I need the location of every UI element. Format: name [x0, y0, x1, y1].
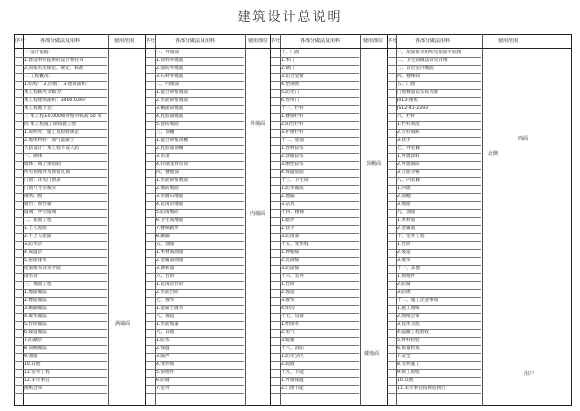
table-row: 本工程耐火等级为：: [24, 90, 66, 95]
table-row: 4.保温层: [24, 250, 43, 255]
col-divider: [360, 34, 361, 406]
table-row: 9.竣工验收: [397, 370, 420, 375]
table-row: 1.防水做法: [281, 186, 304, 191]
header-use-1: 使用范围: [114, 38, 135, 44]
table-row: 1.内墙: [397, 186, 411, 191]
table-row: 1.防水: [156, 338, 170, 343]
header-no-4: 序号: [387, 38, 398, 44]
table-row: 1.上人屋面: [24, 226, 47, 231]
table-row: 二 工程概况：: [24, 74, 54, 79]
table-row: 3.扶手: [397, 138, 411, 143]
table-row: 一 设计依据：: [24, 50, 54, 55]
table-row: 4.乳胶漆墙面: [156, 114, 184, 119]
table-row: 三、地面工程: [24, 282, 52, 287]
table-row: 6.卷帘门: [281, 98, 300, 103]
row-rule: [271, 393, 359, 394]
col-divider: [482, 34, 483, 406]
table-row: 九、油漆: [397, 210, 416, 215]
table-row: 2.不上人屋面: [24, 234, 52, 239]
table-row: 雨水管: [24, 274, 38, 279]
table-row: 4.轻钢龙骨吊顶: [156, 162, 188, 167]
table-row: 三、首层室内地面: [397, 66, 434, 71]
table-row: 2.疏散: [281, 362, 295, 367]
table-row: 1.说明外，施工及验收规范: [24, 130, 79, 135]
table-row: 八、坡道: [156, 314, 175, 319]
table-row: 二、卫生间做法详见详图: [397, 58, 448, 63]
table-row: 十二、屋面: [281, 138, 304, 143]
table-row: 2.沉降缝: [281, 258, 300, 263]
col-divider: [108, 34, 109, 406]
table-row: 1.混合砂浆顶棚: [156, 138, 188, 143]
header-use-4: 使用范围: [498, 38, 519, 44]
table-row: 5.材料检验: [397, 338, 420, 343]
table-row: 3.铝合金窗: [281, 74, 304, 79]
table-row: 4.散水做法: [24, 314, 47, 319]
table-row: 图纸会审: [24, 386, 43, 391]
table-row: 十一、其他: [397, 266, 420, 271]
table-row: 1.给排水: [281, 322, 300, 327]
table-row: 1.外墙涂料: [397, 154, 420, 159]
table-row: 3.釉面砖墙面: [156, 106, 184, 111]
table-row: 四、楼梯间: [397, 74, 420, 79]
table-row: 5.瓷砖墙面: [156, 122, 179, 127]
table-row: 钢木门窗: [24, 194, 43, 199]
table-row: 五、门窗: [397, 82, 416, 87]
table-row: 三、顶棚: [156, 130, 175, 135]
table-row: 5.台阶做法: [24, 322, 47, 327]
table-row: 1.混凝土散水: [156, 306, 184, 311]
table-row: 9.油漆: [24, 354, 38, 359]
table-row: 2.乳胶漆顶棚: [156, 146, 184, 151]
table-row: 4.保温屋面: [281, 170, 304, 175]
table-row: 四、楼地面: [156, 170, 179, 175]
table-row: 门窗数量以实际为准: [397, 90, 439, 95]
table-row: 3.防水层: [24, 242, 43, 247]
table-row: 1.施工图纸: [397, 306, 420, 311]
table-row: 2.门窗节能: [281, 386, 304, 391]
table-row: 2.顶棚: [397, 194, 411, 199]
table-row: 3.技术交底: [397, 322, 420, 327]
table-row: 3.踢脚做法: [24, 306, 47, 311]
table-row: 六、台阶: [156, 274, 175, 279]
table-row: 人防设计：本工程不设人防: [24, 146, 80, 151]
table-row: 3.暖通: [281, 338, 295, 343]
table-row: 5.屋面排水: [24, 258, 47, 263]
table-row: 2.涂膜防水: [281, 154, 304, 159]
row-rule: [146, 393, 244, 394]
table-row: 七、散水: [156, 298, 175, 303]
table-row: 十二、施工注意事项: [397, 298, 439, 303]
usage-stamp: 内墙面: [250, 211, 266, 217]
table-row: 5.防火门: [281, 90, 300, 95]
table-row: 2.电气: [281, 330, 295, 335]
table-row: 8.踢脚: [156, 234, 170, 239]
table-row: 六、栏杆: [397, 114, 416, 119]
table-row: 2.扶手: [281, 226, 295, 231]
header-no-3: 序号: [270, 38, 281, 44]
table-row: 3.刚性防水: [281, 162, 304, 167]
header-item-1: 各部分做法及用料: [40, 38, 81, 44]
table-row: 7.防潮层: [24, 338, 43, 343]
table-row: 五、油漆: [156, 242, 175, 247]
table-row: 十三、卫生间: [281, 178, 309, 183]
table-row: 6.坡道做法: [24, 330, 47, 335]
usage-stamp: 西面: [518, 136, 529, 142]
header-no-1: 序号: [15, 38, 26, 44]
table-row: 7.室外: [156, 386, 170, 391]
table-row: 2.保温: [156, 346, 170, 351]
table-row: 1.预埋件: [397, 274, 416, 279]
table-row: 2.地漏: [281, 194, 295, 199]
table-row: 1.栏杆高度: [397, 122, 420, 127]
table-row: 十四、楼梯: [281, 210, 304, 215]
table-row: 门窗尺寸应核实: [24, 186, 57, 191]
table-row: 2.钢门: [281, 66, 295, 71]
table-row: 九、其他: [156, 330, 175, 335]
table-row: 本工程地下室：: [24, 106, 57, 111]
table-row: 二、内墙面: [156, 82, 179, 87]
table-row: 3.洁具: [281, 202, 295, 207]
table-row: 1.台阶: [281, 282, 295, 287]
table-row: 4.塑钢窗: [281, 82, 300, 87]
header-item-4: 各部分做法用料: [415, 38, 451, 44]
row-rule: [387, 393, 481, 394]
table-row: 四 本工程施工除按施工图: [24, 122, 76, 127]
table-row: 1.花岗岩台阶: [156, 282, 184, 287]
table-row: 一、砌体: [24, 154, 43, 159]
table-row: 1.水泥坡道: [156, 322, 179, 327]
table-row: 12.未尽事宜: [24, 378, 50, 383]
table-row: 1.台阶: [397, 242, 411, 247]
table-row: 11.室外工程: [24, 370, 50, 375]
table-row: 2.面砖外墙面: [156, 66, 184, 71]
table-row: 一、屋面排水组织见屋面平面图: [397, 50, 462, 55]
table-row: 3.护窗栏杆: [281, 130, 304, 135]
table-row: 1.踏步: [281, 218, 295, 223]
table-row: 本工程建筑面积：3400.03m²: [24, 98, 87, 103]
table-row: 1.木材面油漆: [156, 250, 184, 255]
table-row: 2.地砖地面: [156, 186, 179, 191]
table-row: 5.防滑地砖: [156, 210, 179, 215]
table-row: 6.质量检查: [397, 346, 420, 351]
table-row: 4.隐蔽工程验收: [397, 330, 429, 335]
table-row: 十六、室外: [281, 274, 304, 279]
table-row: 十一、栏杆: [281, 106, 304, 111]
table-row: 玻璃：中空玻璃: [24, 210, 57, 215]
usage-stamp: 用户: [524, 371, 535, 377]
table-row: 11.未尽事宜按规范执行: [397, 386, 446, 391]
table-row: 7.安全: [397, 354, 411, 359]
table-row: 七、外装修: [397, 146, 420, 151]
table-row: 4.明沟: [281, 306, 295, 311]
table-row: 窗台：窗台板: [24, 202, 52, 207]
table-row: 墙体：墙上预留洞: [24, 162, 61, 167]
table-row: 2.水泥砂浆墙面: [156, 98, 188, 103]
table-row: 3.散水: [281, 298, 295, 303]
table-row: 6.卫生间地面: [156, 218, 184, 223]
sheet-title: 建筑设计总说明: [237, 10, 343, 25]
table-row: 1.木门: [281, 58, 295, 63]
table-row: 10.其他: [397, 378, 414, 383]
header-use-2: 使用部位: [248, 38, 269, 44]
usage-stamp: 外墙面: [250, 121, 266, 127]
table-row: J013-图集: [397, 98, 418, 103]
table-row: 3.散水: [397, 258, 411, 263]
table-row: 十五、变形缝: [281, 242, 309, 247]
header-use-3: 使用部位: [363, 38, 384, 44]
table-row: JS12-41-2293: [397, 106, 428, 111]
table-row: 1.卷材防水: [281, 146, 304, 151]
table-row: 3.防锈: [397, 290, 411, 295]
table-row: 2.墙体材料：加气混凝土: [24, 138, 75, 143]
table-row: 十、门窗: [281, 50, 300, 55]
table-row: 1.建设单位提供的设计委托书: [24, 58, 84, 63]
col-divider: [245, 34, 246, 406]
row-rule: [14, 393, 107, 394]
table-row: 3.防震缝: [281, 266, 300, 271]
table-row: 3.防滑条: [281, 234, 300, 239]
table-row: 2.楼面做法: [24, 298, 47, 303]
table-row: 2.金属面: [397, 226, 416, 231]
table-row: 1.混合砂浆墙面: [156, 90, 188, 95]
table-row: 4.花岗岩地面: [156, 202, 184, 207]
header-item-2: 各部分做法及用料: [175, 38, 216, 44]
table-row: 3.石材外墙面: [156, 74, 184, 79]
table-row: 2.立杆间距: [397, 130, 420, 135]
table-row: 一、外墙面: [156, 50, 179, 55]
table-row: 门窗：详见门窗表: [24, 178, 61, 183]
usage-stamp: 满墙面: [115, 321, 131, 327]
table-row: 3.调和漆: [156, 266, 175, 271]
table-row: 1.涂料外墙面: [156, 58, 184, 63]
header-no-2: 序号: [145, 38, 156, 44]
table-row: 4.变形缝: [156, 362, 175, 367]
table-row: 8.顶棚做法: [24, 346, 47, 351]
header-item-3: 各部分做法及用料: [300, 38, 341, 44]
table-row: 十、室外工程: [397, 234, 425, 239]
table-row: 8.文明施工: [397, 362, 420, 367]
table-row: 1.伸缩缝: [281, 250, 300, 255]
table-row: 屋面排水详见平面: [24, 266, 61, 271]
table-row: 所有预埋件及预留孔洞: [24, 170, 70, 175]
table-row: 1.木材面: [397, 218, 416, 223]
usage-stamp: 北侧: [488, 151, 499, 157]
usage-stamp: 顶棚面: [366, 161, 382, 167]
table-row: 十八、消防: [281, 346, 304, 351]
table-row: 2.坡道: [397, 250, 411, 255]
table-row: 1.楼梯栏杆: [281, 114, 304, 119]
table-row: 十九、节能: [281, 370, 304, 375]
table-row: 1.地面做法: [24, 290, 47, 295]
table-row: 十七、设备: [281, 314, 304, 319]
table-row: 3.隔声: [156, 354, 170, 359]
table-row: 1.外墙保温: [281, 378, 304, 383]
table-row: 2.防腐: [397, 282, 411, 287]
table-row: 3.地面: [397, 202, 411, 207]
table-row: 2.水泥台阶: [156, 290, 179, 295]
table-row: 3.水磨石地面: [156, 194, 184, 199]
table-row: 2.金属面油漆: [156, 258, 184, 263]
header-rule: [14, 48, 572, 49]
table-row: 1.水泥砂浆地面: [156, 178, 188, 183]
table-row: 2.国家有关规范、规定、标准: [24, 66, 84, 71]
usage-stamp: 楼地面: [364, 351, 380, 357]
table-row: 八、内装修: [397, 178, 420, 183]
table-row: 1.防火分区: [281, 354, 304, 359]
table-row: 1.结构： 2.层数： 3.建筑面积：: [24, 82, 91, 87]
table-row: 三 本工程±0.000相对绝对标高 50 米: [24, 114, 102, 119]
table-row: 2.图纸会审: [397, 314, 420, 319]
table-row: 2.坡道: [281, 290, 295, 295]
table-row: 3.立面分格: [397, 170, 420, 175]
table-row: 2.阳台栏杆: [281, 122, 304, 127]
table-row: 2.外墙面砖: [397, 162, 420, 167]
table-row: 3.吊顶: [156, 154, 170, 159]
table-row: 10.其他: [24, 362, 41, 367]
table-row: 7.楼梯踏步: [156, 226, 179, 231]
table-row: 5.预埋件: [156, 370, 175, 375]
table-row: 6.防腐: [156, 378, 170, 383]
table-row: 二、屋面工程: [24, 218, 52, 223]
